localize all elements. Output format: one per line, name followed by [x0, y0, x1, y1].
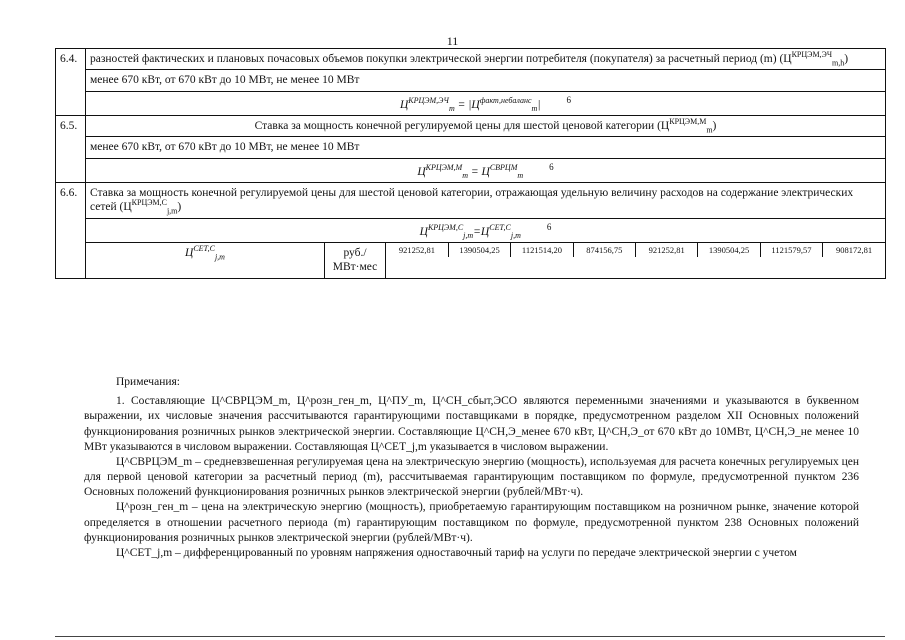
footnote-ref: 6 [546, 221, 552, 232]
value-label: $Ц^{СЕТ,С}_{j,m}$ [86, 242, 325, 278]
table-row [56, 218, 886, 242]
table-row [56, 49, 886, 70]
footnote-ref: 6 [566, 94, 571, 105]
formula-cell: $Ц^{КРЦЭМ,ЭЧ}_m = |Ц^{факт,небаланс}_m|$ $^6$ [86, 91, 886, 115]
row-heading: разностей фактических и плановых почасовых объемов покупки электрической энергии потребителя (покупателя) за расчетный период (m) $(Ц^{КРЦЭМ,ЭЧ}_{m,h})$ [86, 49, 886, 70]
category-text: менее 670 кВт, от 670 кВт до 10 МВт, не менее 10 МВт [86, 137, 886, 158]
page-bottom-rule [55, 636, 885, 637]
row-heading: Ставка за мощность конечной регулируемой цены для шестой ценовой категории, отражающая удельную величину расходов на содержание электрических сетей $(Ц^{КРЦЭМ,С}_{j,m})$ [86, 182, 886, 218]
value-cell: 921252,81 [398, 244, 435, 255]
values-grid [386, 243, 885, 258]
row-number: 6.4. [56, 49, 86, 116]
value-cell: 921252,81 [636, 243, 698, 258]
notes-section [84, 375, 859, 561]
unit-cell: руб./ МВт·мес [325, 242, 386, 278]
row-heading: Ставка за мощность конечной регулируемой цены для шестой ценовой категории $(Ц^{КРЦЭМ,М}_m)$ [86, 115, 886, 136]
formula-cell: $Ц^{КРЦЭМ,С}_{j,m}=Ц^{СЕТ,С}_{j,m}^6$ [86, 218, 886, 242]
row-number: 6.5. [56, 115, 86, 182]
table-row [56, 115, 886, 136]
table-row [56, 70, 886, 91]
notes-title: Примечания: [116, 376, 180, 388]
value-cell: 1390504,25 [698, 243, 760, 258]
table-row [56, 158, 886, 182]
note-paragraph: Ц^СЕТ_j,m – дифференцированный по уровням напряжения одноставочный тариф на услуги по передаче электрической энергии с учетом [116, 546, 797, 559]
note-paragraph: 1. Составляющие Ц^СВРЦЭМ_m, Ц^розн_ген_m, Ц^ПУ_m, Ц^СН_сбыт,ЭСО являются переменными значениями и указываются в буквенном выражении, их числовые значения рассчитываются гарантирующими поставщиками в порядке, предусмотренном разделом XII Основных положений функционирования розничных рынков электрической энергии. Составляющие Ц^СН,Э_менее 670 кВт, Ц^СН,Э_от 670 кВт до 10МВт, Ц^СН,Э_не менее 10 МВт указываются в числовом выражении. Составляющая Ц^СЕТ_j,m указывается в числовом выражении. [84, 395, 859, 453]
row-number: 6.6. [56, 182, 86, 278]
page-number: 11 [446, 34, 459, 48]
values-cell [386, 242, 886, 278]
note-paragraph: Ц^СВРЦЭМ_m – средневзвешенная регулируемая цена на электрическую энергию (мощность), используемая для расчета конечных регулируемых цен для первой ценовой категории за расчетный период (m), рассчитываемая гарантирующим поставщиком по формуле, предусмотренной пунктом 236 Основных положений функционирования розничных рынков электрической энергии (рублей/МВт·ч). [84, 455, 859, 499]
value-cell: 908172,81 [823, 243, 885, 258]
formula-cell: $Ц^{КРЦЭМ,М}_m = Ц^{СВРЦМ}_m^6$ [86, 158, 886, 182]
note-paragraph: Ц^розн_ген_m – цена на электрическую энергию (мощность), приобретаемую гарантирующим поставщиком на розничном рынке, значение которой определяется в отношении расчетного периода (m) гарантирующим поставщиком по формуле, предусмотренной пунктом 238 Основных положений функционирования розничных рынков электрической энергии (рублей/МВт·ч). [84, 501, 859, 544]
value-cell: 1390504,25 [448, 243, 510, 258]
footnote-ref: 6 [549, 161, 554, 172]
tariff-table [55, 48, 886, 279]
table-row [56, 137, 886, 158]
value-cell: 1121514,20 [511, 243, 573, 258]
value-cell: 874156,75 [573, 243, 635, 258]
table-row [56, 91, 886, 115]
value-cell: 1121579,57 [760, 243, 822, 258]
table-row [56, 242, 886, 278]
table-row [56, 182, 886, 218]
category-text: менее 670 кВт, от 670 кВт до 10 МВт, не менее 10 МВт [86, 70, 886, 91]
